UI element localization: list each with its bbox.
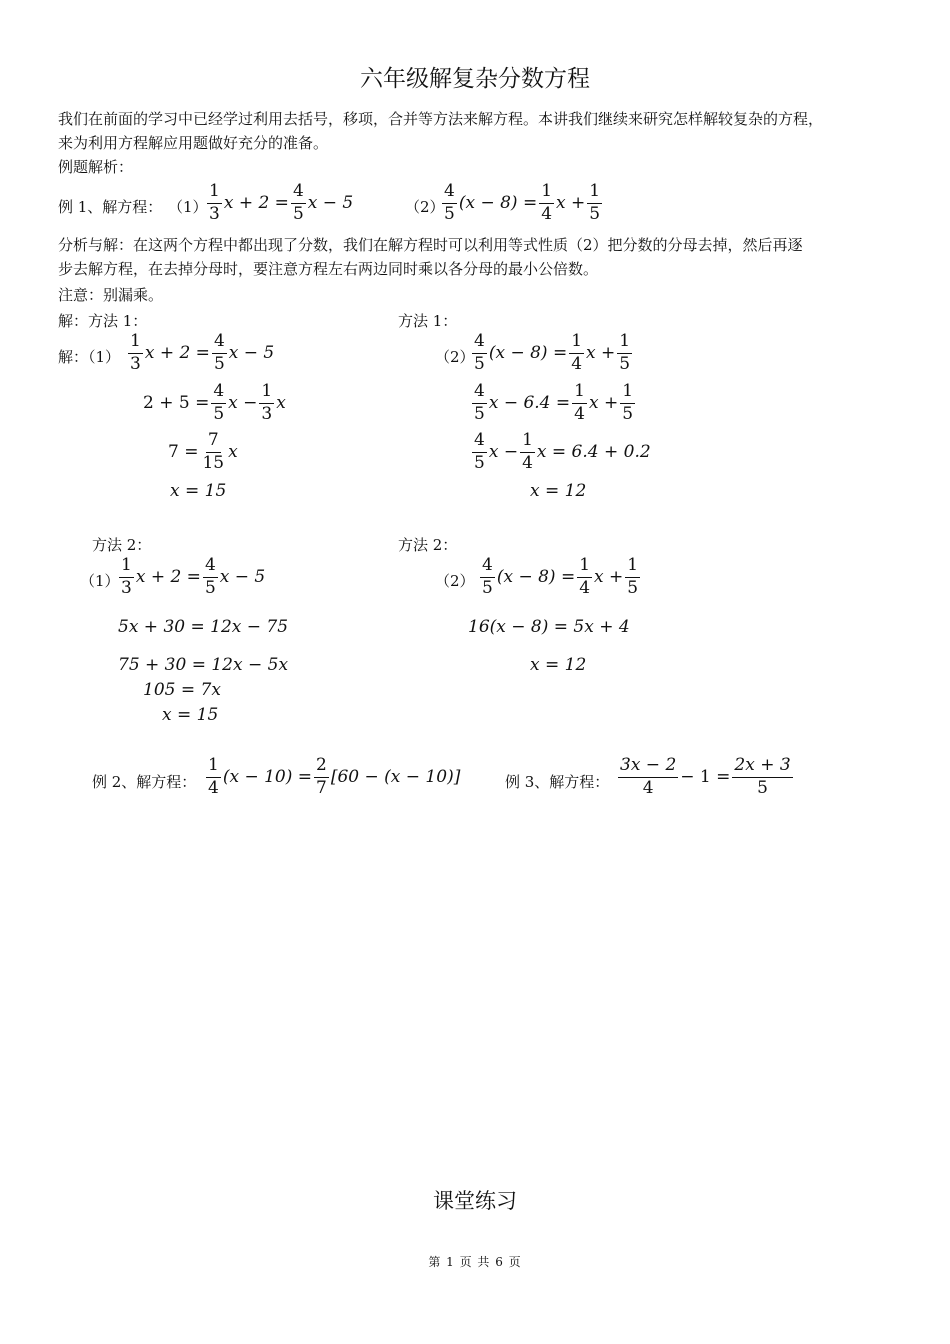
fraction: $\frac{7}{15}$ bbox=[202, 430, 225, 473]
method-2-right-step-2: 16(x − 8) = 5x + 4 bbox=[468, 617, 630, 637]
analysis-line-2: 步去解方程，在去掉分母时，要注意方程左右两边同时乘以各分母的最小公倍数。 bbox=[58, 260, 599, 278]
fraction: $\frac{2}{7}$ bbox=[316, 755, 327, 798]
example-1-equation-2: $\frac{4}{5}$ (x − 8) = $\frac{1}{4}$ x + $\frac{1}{5}$ bbox=[444, 181, 601, 224]
fraction: $\frac{4}{5}$ bbox=[474, 381, 485, 424]
method-1-left-step-1: $\frac{1}{3}$ x + 2 = $\frac{4}{5}$ x − 5 bbox=[130, 331, 275, 374]
fraction: $\frac{4}{5}$ bbox=[204, 555, 216, 598]
analysis-note: 注意：别漏乘。 bbox=[58, 286, 164, 304]
method-1-left-step-2: 2 + 5 = $\frac{4}{5}$ x − $\frac{1}{3}$ x bbox=[143, 381, 286, 424]
method-1-right-step-4: x = 12 bbox=[530, 481, 587, 501]
method-1-right-step-3: $\frac{4}{5}$ x − $\frac{1}{4}$ x = 6.4 + 0.2 bbox=[474, 430, 651, 473]
fraction: $\frac{4}{5}$ bbox=[474, 430, 485, 473]
method-1-right-prefix: （2） bbox=[435, 348, 475, 366]
method-2-right-step-3: x = 12 bbox=[530, 655, 587, 675]
method-2-right-prefix: （2） bbox=[435, 572, 475, 590]
fraction: $\frac{2x + 3}{5}$ bbox=[734, 755, 791, 798]
method-1-left-prefix: 解：（1） bbox=[58, 348, 121, 366]
example-1-part-2-tag: （2） bbox=[405, 198, 445, 216]
fraction: $\frac{1}{5}$ bbox=[589, 181, 601, 224]
analysis-line-1: 分析与解：在这两个方程中都出现了分数，我们在解方程时可以利用等式性质（2）把分数的分母去掉，然后再逐 bbox=[58, 236, 803, 254]
fraction: $\frac{4}{5}$ bbox=[292, 181, 304, 224]
example-2-label: 例 2、解方程： bbox=[92, 773, 197, 791]
example-3-label: 例 3、解方程： bbox=[505, 773, 610, 791]
fraction: $\frac{1}{4}$ bbox=[574, 381, 585, 424]
method-2-left-step-1: $\frac{1}{3}$ x + 2 = $\frac{4}{5}$ x − 5 bbox=[121, 555, 266, 598]
example-2-equation: $\frac{1}{4}$ (x − 10) = $\frac{2}{7}$ [60 − (x − 10)] bbox=[208, 755, 461, 798]
method-2-left-step-3: 75 + 30 = 12x − 5x bbox=[118, 655, 289, 675]
page-footer: 第 1 页 共 6 页 bbox=[428, 1255, 522, 1269]
method-2-left-step-5: x = 15 bbox=[162, 705, 219, 725]
intro-line-3: 例题解析： bbox=[58, 158, 134, 176]
fraction: $\frac{4}{5}$ bbox=[213, 381, 225, 424]
section-title: 课堂练习 bbox=[433, 1189, 517, 1213]
fraction: $\frac{1}{3}$ bbox=[121, 555, 132, 598]
method-1-left-step-3: 7 = $\frac{7}{15}$ x bbox=[168, 430, 238, 473]
method-2-left-label: 方法 2： bbox=[92, 536, 152, 554]
fraction: $\frac{1}{3}$ bbox=[130, 331, 141, 374]
fraction: $\frac{4}{5}$ bbox=[213, 331, 225, 374]
fraction: $\frac{1}{3}$ bbox=[209, 181, 220, 224]
method-2-left-step-4: 105 = 7x bbox=[143, 680, 221, 700]
fraction: $\frac{1}{5}$ bbox=[619, 331, 631, 374]
fraction: $\frac{1}{4}$ bbox=[579, 555, 591, 598]
method-1-left-step-4: x = 15 bbox=[170, 481, 227, 501]
example-1-label: 例 1、解方程： bbox=[58, 198, 163, 216]
fraction: $\frac{1}{4}$ bbox=[208, 755, 219, 798]
method-1-left-label: 解：方法 1： bbox=[58, 312, 148, 330]
intro-line-1: 我们在前面的学习中已经学过利用去括号，移项，合并等方法来解方程。本讲我们继续来研究怎样解较复杂的方程， bbox=[58, 110, 824, 128]
page-title: 六年级解复杂分数方程 bbox=[360, 66, 590, 92]
intro-line-2: 来为利用方程解应用题做好充分的准备。 bbox=[58, 134, 329, 152]
example-1-part-1-tag: （1） bbox=[168, 198, 208, 216]
fraction: $\frac{4}{5}$ bbox=[444, 181, 455, 224]
fraction: $\frac{4}{5}$ bbox=[474, 331, 485, 374]
fraction: $\frac{1}{3}$ bbox=[261, 381, 273, 424]
method-1-right-step-2: $\frac{4}{5}$ x − 6.4 = $\frac{1}{4}$ x + $\frac{1}{5}$ bbox=[474, 381, 634, 424]
fraction: $\frac{1}{5}$ bbox=[622, 381, 634, 424]
fraction: $\frac{4}{5}$ bbox=[482, 555, 493, 598]
method-1-right-step-1: $\frac{4}{5}$ (x − 8) = $\frac{1}{4}$ x + $\frac{1}{5}$ bbox=[474, 331, 631, 374]
method-2-left-prefix: （1） bbox=[80, 572, 120, 590]
example-1-equation-1: $\frac{1}{3}$ x + 2 = $\frac{4}{5}$ x − 5 bbox=[209, 181, 354, 224]
method-2-right-step-1: $\frac{4}{5}$ (x − 8) = $\frac{1}{4}$ x + $\frac{1}{5}$ bbox=[482, 555, 639, 598]
method-2-left-step-2: 5x + 30 = 12x − 75 bbox=[118, 617, 289, 637]
fraction: $\frac{1}{4}$ bbox=[571, 331, 583, 374]
method-2-right-label: 方法 2： bbox=[398, 536, 458, 554]
fraction: $\frac{1}{5}$ bbox=[627, 555, 639, 598]
fraction: $\frac{1}{4}$ bbox=[522, 430, 533, 473]
fraction: $\frac{1}{4}$ bbox=[541, 181, 553, 224]
method-1-right-label: 方法 1： bbox=[398, 312, 458, 330]
example-3-equation: $\frac{3x - 2}{4}$ − 1 = $\frac{2x + 3}{5}$ bbox=[620, 755, 791, 798]
fraction: $\frac{3x - 2}{4}$ bbox=[620, 755, 677, 798]
